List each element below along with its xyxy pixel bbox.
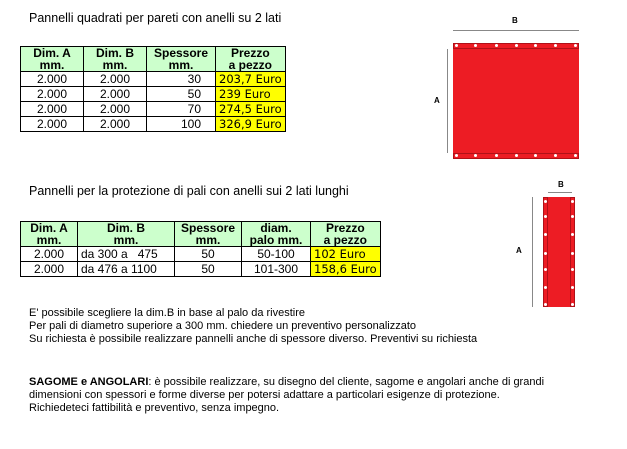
ring-icon xyxy=(495,154,498,157)
section2-title: Pannelli per la protezione di pali con anelli sui 2 lati lunghi xyxy=(29,184,349,198)
dim-b-label: B xyxy=(512,16,518,25)
ring-icon xyxy=(544,200,547,203)
sagome-text-1: : è possibile realizzare, su disegno del cliente, sagome e angolari anche di grandi xyxy=(148,376,545,388)
table-row xyxy=(21,262,381,277)
cell-price: 274,5 Euro xyxy=(216,102,286,117)
cell-dim-a: 2.000 xyxy=(21,247,78,262)
header-spessore: Spessore mm. xyxy=(175,222,242,247)
table-row xyxy=(21,87,286,102)
section1-title: Pannelli quadrati per pareti con anelli su 2 lati xyxy=(29,11,282,25)
ring-icon xyxy=(574,44,577,47)
header-dim-a: Dim. A mm. xyxy=(21,47,84,72)
cell-dim-b: 2.000 xyxy=(84,87,147,102)
ring-icon xyxy=(544,252,547,255)
square-panels-table xyxy=(20,46,286,132)
cell-price: 326,9 Euro xyxy=(216,117,286,132)
ring-icon xyxy=(534,154,537,157)
table-row xyxy=(21,117,286,132)
cell-dim-a: 2.000 xyxy=(21,72,84,87)
sagome-line-1 xyxy=(29,376,544,389)
cell-dim-b: 2.000 xyxy=(84,117,147,132)
table-row xyxy=(21,247,381,262)
cell-dim-b: da 476 a 1100 xyxy=(78,262,175,277)
cell-diam-palo: 50-100 xyxy=(242,247,311,262)
cell-diam-palo: 101-300 xyxy=(242,262,311,277)
ring-icon xyxy=(571,268,574,271)
ring-icon xyxy=(571,252,574,255)
cell-dim-b: 2.000 xyxy=(84,102,147,117)
ring-icon xyxy=(554,44,557,47)
ring-icon xyxy=(574,154,577,157)
sagome-block xyxy=(29,376,544,415)
ring-icon xyxy=(571,200,574,203)
header-diam-palo: diam. palo mm. xyxy=(242,222,311,247)
ring-icon xyxy=(515,44,518,47)
ring-icon xyxy=(495,44,498,47)
ring-icon xyxy=(474,154,477,157)
sagome-line-3: Richiedeteci fattibilità e preventivo, senza impegno. xyxy=(29,402,280,414)
table-header-row xyxy=(21,222,381,247)
sagome-line-2: dimensioni con spessori e forme diverse per potersi adattare a particolari esigenze di protezione. xyxy=(29,389,500,401)
ring-icon xyxy=(571,303,574,306)
dim-b-line xyxy=(548,192,572,193)
dim-b-label: B xyxy=(558,180,564,189)
cell-dim-a: 2.000 xyxy=(21,117,84,132)
cell-price: 203,7 Euro xyxy=(216,72,286,87)
cell-spessore: 50 xyxy=(175,262,242,277)
header-dim-b: Dim. B mm. xyxy=(84,47,147,72)
cell-spessore: 50 xyxy=(175,247,242,262)
cell-dim-a: 2.000 xyxy=(21,102,84,117)
cell-spessore: 100 xyxy=(147,117,216,132)
dim-a-label: A xyxy=(434,96,440,105)
cell-dim-b: 2.000 xyxy=(84,72,147,87)
cell-spessore: 50 xyxy=(147,87,216,102)
header-dim-b: Dim. B mm. xyxy=(78,222,175,247)
ring-icon xyxy=(544,215,547,218)
cell-price: 102 Euro xyxy=(311,247,381,262)
cell-dim-a: 2.000 xyxy=(21,87,84,102)
note-line: Per pali di diametro superiore a 300 mm. chiedere un preventivo personalizzato xyxy=(29,320,417,332)
ring-icon xyxy=(515,154,518,157)
ring-icon xyxy=(544,268,547,271)
header-spessore: Spessore mm. xyxy=(147,47,216,72)
dim-b-line xyxy=(453,30,579,31)
pole-panels-table xyxy=(20,221,381,277)
cell-spessore: 30 xyxy=(147,72,216,87)
ring-icon xyxy=(474,44,477,47)
dim-a-line xyxy=(447,49,448,153)
ring-icon xyxy=(455,44,458,47)
sagome-label: SAGOME e ANGOLARI xyxy=(29,376,149,388)
note-line: Su richiesta è possibile realizzare pannelli anche di spessore diverso. Preventivi su richiesta xyxy=(29,333,478,345)
ring-icon xyxy=(571,233,574,236)
ring-icon xyxy=(544,303,547,306)
dim-a-label: A xyxy=(516,246,522,255)
ring-icon xyxy=(534,44,537,47)
ring-icon xyxy=(544,233,547,236)
table-header-row xyxy=(21,47,286,72)
cell-price: 239 Euro xyxy=(216,87,286,102)
note-line: E' possibile scegliere la dim.B in base al palo da rivestire xyxy=(29,307,306,319)
ring-icon xyxy=(544,286,547,289)
square-panel xyxy=(453,43,579,159)
cell-dim-a: 2.000 xyxy=(21,262,78,277)
header-prezzo: Prezzo a pezzo xyxy=(311,222,381,247)
cell-price: 158,6 Euro xyxy=(311,262,381,277)
ring-icon xyxy=(455,154,458,157)
ring-icon xyxy=(571,215,574,218)
notes-block xyxy=(29,307,477,346)
table-row xyxy=(21,102,286,117)
table-row xyxy=(21,72,286,87)
header-prezzo: Prezzo a pezzo xyxy=(216,47,286,72)
dim-a-line xyxy=(532,197,533,307)
ring-icon xyxy=(554,154,557,157)
header-dim-a: Dim. A mm. xyxy=(21,222,78,247)
cell-dim-b: da 300 a 475 xyxy=(78,247,175,262)
cell-spessore: 70 xyxy=(147,102,216,117)
ring-icon xyxy=(571,286,574,289)
